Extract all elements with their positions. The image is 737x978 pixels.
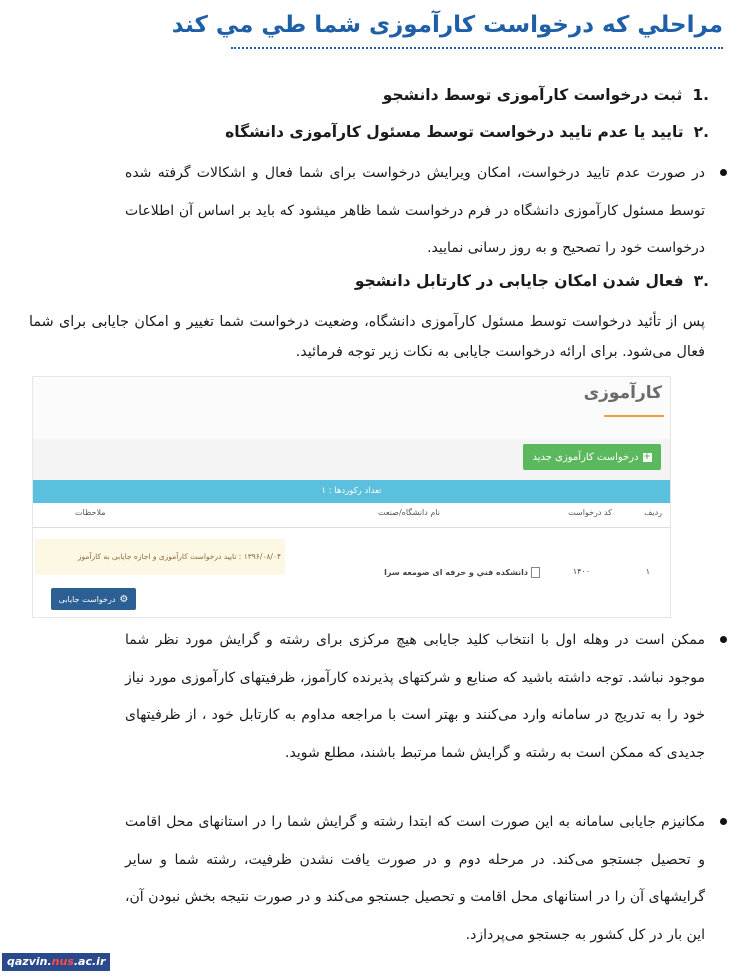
gears-icon: ⚙	[119, 593, 129, 605]
plus-icon: +	[643, 451, 651, 462]
bullet-dot-icon	[720, 818, 727, 825]
step-number: .۲	[693, 123, 709, 141]
note-cell: ۱۳۹۶/۰۸/۰۴ : تایید درخواست كارآموزی و اجازه جایابی به كارآموز	[35, 539, 285, 575]
record-count-bar: تعداد ركوردها : ۱	[33, 480, 670, 503]
bullet-text: مکانیزم جایابی سامانه به این صورت است که ابتدا رشته و گرایش شما را در استانهای محل اقامت و تحصیل جستجو می‌کند. در مرحله دوم و در صورت یافت نشدن ظرفیت، رشته شما و سایر گرایشهای آن را در استانهای محل اقامت و تحصیل جستجو می‌کند و در صورت نتیجه بخش نبودن آن، این بار در کل کشور به جستجو می‌پردازد.	[125, 814, 705, 943]
placement-request-button[interactable]	[51, 588, 136, 610]
placement-request-label: درخواست جایابی	[58, 594, 116, 604]
paragraph: پس از تأئید درخواست توسط مسئول کارآموزی دانشگاه، وضعیت درخواست شما تغییر و امکان جایابی برای شما فعال می‌شود. برای ارائه درخواست جایابی به نکات زیر توجه فرمائید.	[29, 314, 705, 360]
step-number: .1	[692, 86, 709, 104]
step-2	[225, 123, 709, 141]
bullet-dot-icon	[720, 636, 727, 643]
new-request-button[interactable]	[523, 444, 661, 470]
bullet-dot-icon	[720, 169, 727, 176]
header-row-index: ردیف	[644, 508, 662, 517]
requests-table	[33, 503, 670, 617]
header-divider	[33, 527, 670, 528]
page-title: مراحلي كه درخواست كارآموزی شما طي مي كند	[171, 12, 723, 38]
row-code: ۱۴۰۰	[572, 567, 590, 576]
new-request-label: درخواست كارآموزی جدید	[532, 451, 639, 463]
row-university	[384, 567, 540, 578]
university-name: دانشكده فني و حرفه ای صومعه سرا	[384, 568, 528, 577]
bullet-item	[125, 804, 705, 954]
title-underline	[231, 47, 723, 49]
screenshot-header	[33, 377, 670, 439]
step-text: فعال شدن امكان جایابی در كارتابل دانشجو	[354, 272, 684, 290]
site-watermark: qazvin.nus.ac.ir	[2, 953, 110, 971]
bullet-text: ممکن است در وهله اول با انتخاب کلید جایابی هیچ مرکزی برای رشته و گرایش مورد نظر شما موجود نباشد. توجه داشته باشید که صنایع و شرکتهای پذیرنده کارآموز، ظرفیتهای کارآموزی مورد نیاز خود را به تدریج در سامانه وارد می‌کنند و بهتر است با مراجعه مداوم به کارتابل خود ، از ظرفیتهای جدیدی که ممکن است به رشته و گرایش شما مرتبط باشند، مطلع شوید.	[125, 632, 705, 761]
step-text: تایید یا عدم تایید درخواست توسط مسئول كارآموزی دانشگاه	[225, 123, 684, 141]
header-notes: ملاحظات	[75, 508, 106, 517]
title-accent-line	[604, 415, 664, 417]
file-icon	[531, 567, 540, 578]
step-3	[355, 272, 709, 290]
header-code: كد درخواست	[568, 508, 612, 517]
row-index: ۱	[645, 567, 650, 576]
embedded-screenshot	[32, 376, 671, 618]
bullet-item	[125, 155, 705, 268]
step-1	[383, 86, 709, 104]
screenshot-title: كارآموزی	[583, 383, 662, 403]
step-text: ثبت درخواست كارآموزی توسط دانشجو	[382, 86, 683, 104]
bullet-item	[125, 622, 705, 772]
bullet-text: در صورت عدم تایید درخواست، امکان ویرایش درخواست برای شما فعال و اشکالات گرفته شده توسط مسئول کارآموزی دانشگاه در فرم درخواست شما ظاهر میشود که باید بر اساس آن اطلاعات درخواست خود را تصحیح و به روز رسانی نمایید.	[125, 165, 705, 256]
step-number: .۳	[693, 272, 709, 290]
header-university: نام دانشگاه/صنعت	[378, 508, 440, 517]
